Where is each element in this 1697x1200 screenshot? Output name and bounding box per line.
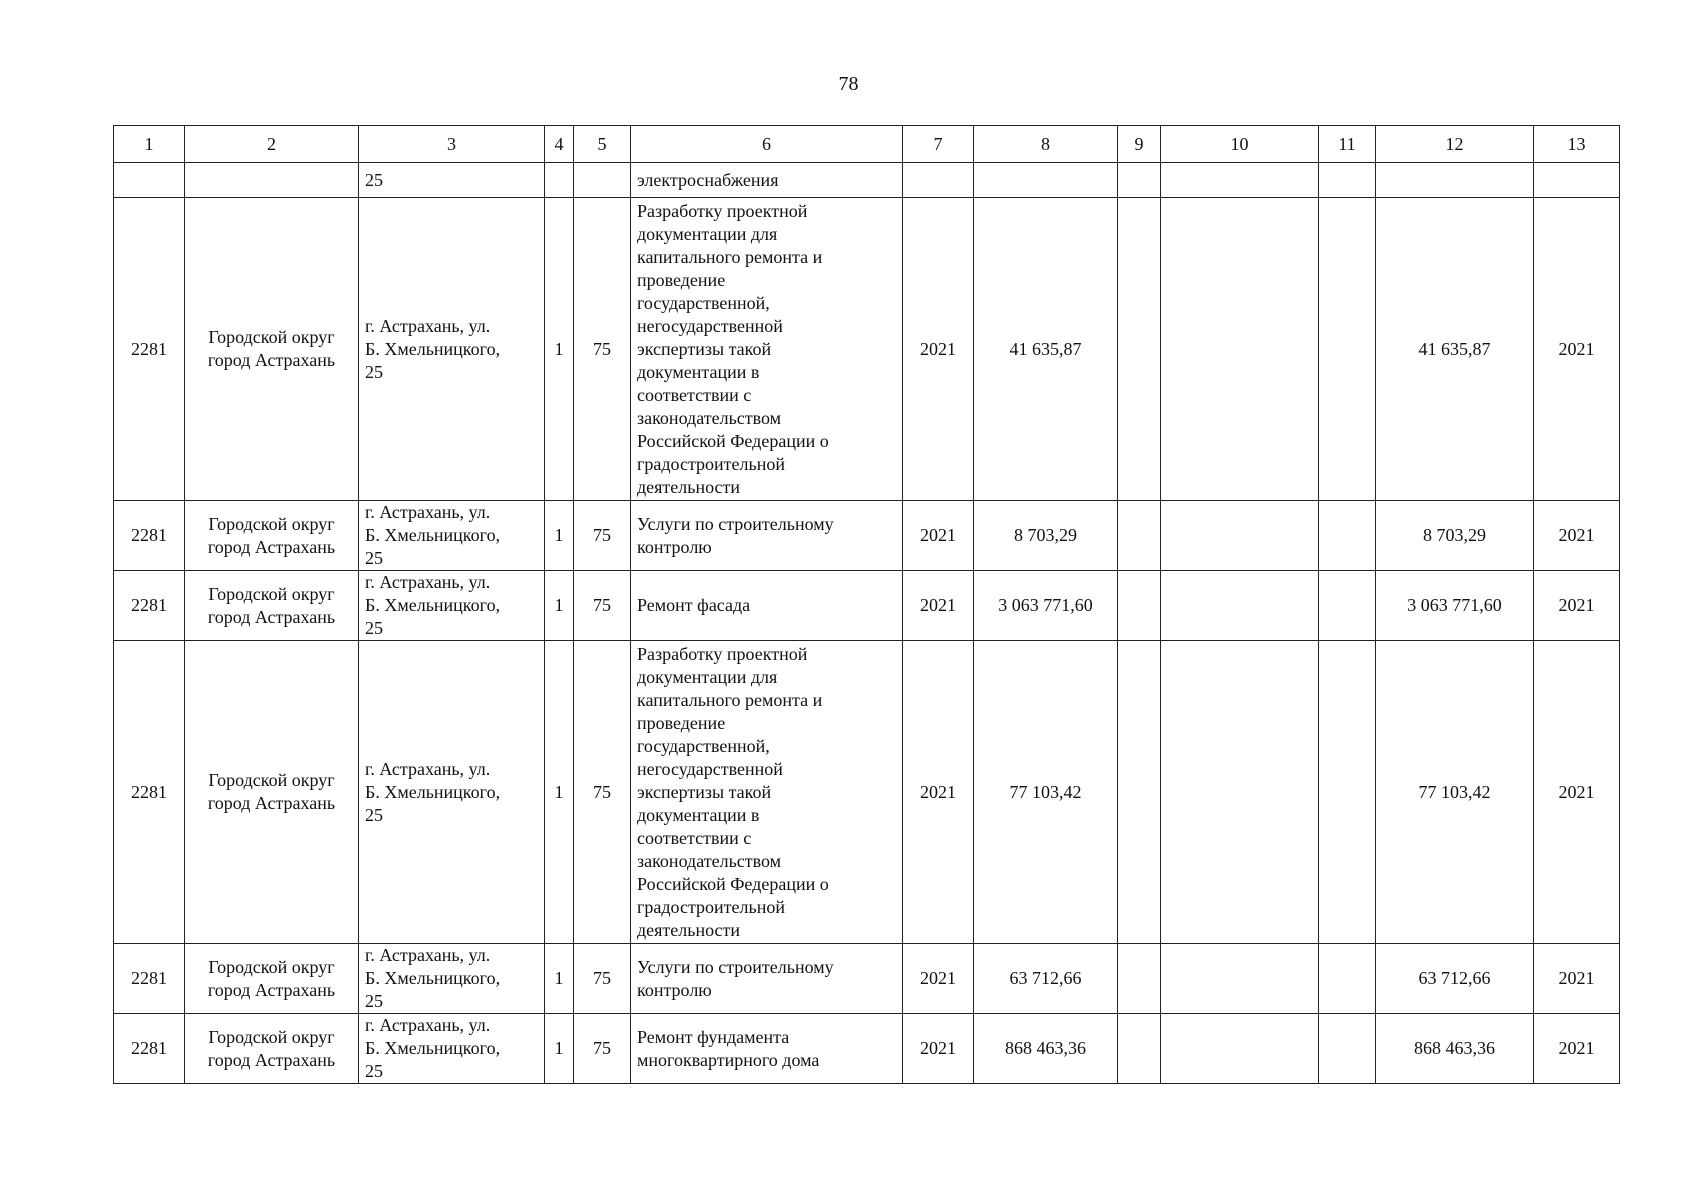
- code-cell: 2281: [114, 501, 185, 571]
- number-cell: 1: [545, 944, 574, 1014]
- data-table: [113, 125, 1620, 1084]
- amount-cell: 63 712,66: [1376, 944, 1534, 1014]
- code-cell: 2281: [114, 1014, 185, 1084]
- table-cell: [1319, 1014, 1376, 1084]
- table-cell: [545, 163, 574, 198]
- number-cell: 1: [545, 501, 574, 571]
- table-cell: [1161, 944, 1319, 1014]
- table-cell: [1319, 944, 1376, 1014]
- year-cell: 2021: [1534, 501, 1620, 571]
- table-cell: [574, 163, 631, 198]
- address-cell: г. Астрахань, ул. Б. Хмельницкого, 25: [359, 944, 545, 1014]
- column-header: 2: [185, 126, 359, 163]
- year-cell: 2021: [1534, 1014, 1620, 1084]
- municipality-cell: Городской округ город Астрахань: [185, 198, 359, 501]
- table-cell: [1319, 198, 1376, 501]
- municipality-cell: Городской округ город Астрахань: [185, 944, 359, 1014]
- amount-cell: 41 635,87: [974, 198, 1118, 501]
- table-cell: [1118, 944, 1161, 1014]
- table-cell: [1161, 571, 1319, 641]
- amount-cell: 8 703,29: [974, 501, 1118, 571]
- code-cell: 2281: [114, 641, 185, 944]
- table-cell: [1118, 198, 1161, 501]
- amount-cell: 63 712,66: [974, 944, 1118, 1014]
- year-cell: 2021: [903, 641, 974, 944]
- year-cell: 2021: [903, 571, 974, 641]
- column-header: 8: [974, 126, 1118, 163]
- table-row: [114, 1014, 1620, 1084]
- header-row: [114, 126, 1620, 163]
- column-header: 3: [359, 126, 545, 163]
- column-header: 6: [631, 126, 903, 163]
- year-cell: 2021: [1534, 198, 1620, 501]
- number-cell: 1: [545, 198, 574, 501]
- table-cell: [1118, 163, 1161, 198]
- year-cell: 2021: [903, 1014, 974, 1084]
- column-header: 7: [903, 126, 974, 163]
- amount-cell: 868 463,36: [1376, 1014, 1534, 1084]
- table-cell: [1118, 501, 1161, 571]
- table-cell: [1161, 198, 1319, 501]
- column-header: 5: [574, 126, 631, 163]
- column-header: 10: [1161, 126, 1319, 163]
- table-row: [114, 641, 1620, 944]
- column-header: 13: [1534, 126, 1620, 163]
- code-cell: 2281: [114, 944, 185, 1014]
- number-cell: 75: [574, 641, 631, 944]
- number-cell: 75: [574, 944, 631, 1014]
- code-cell: 2281: [114, 571, 185, 641]
- amount-cell: 77 103,42: [974, 641, 1118, 944]
- table-row: [114, 198, 1620, 501]
- description-cell: Разработку проектной документации для капитального ремонта и проведение государственной, негосударственной экспертизы такой документации в соответствии с законодательством Российской Федерации о градостроительной деятельности: [631, 641, 903, 944]
- description-cell: Разработку проектной документации для капитального ремонта и проведение государственной, негосударственной экспертизы такой документации в соответствии с законодательством Российской Федерации о градостроительной деятельности: [631, 198, 903, 501]
- column-header: 1: [114, 126, 185, 163]
- table-cell: [1376, 163, 1534, 198]
- table-cell: [1118, 1014, 1161, 1084]
- description-cell: Услуги по строительному контролю: [631, 501, 903, 571]
- address-cell: г. Астрахань, ул. Б. Хмельницкого, 25: [359, 501, 545, 571]
- table-cell: [1319, 163, 1376, 198]
- address-cell: г. Астрахань, ул. Б. Хмельницкого, 25: [359, 1014, 545, 1084]
- table-row: [114, 501, 1620, 571]
- table-row: [114, 944, 1620, 1014]
- number-cell: 75: [574, 501, 631, 571]
- number-cell: 1: [545, 1014, 574, 1084]
- table-row: [114, 571, 1620, 641]
- amount-cell: 868 463,36: [974, 1014, 1118, 1084]
- table-cell: [1118, 571, 1161, 641]
- address-cell: г. Астрахань, ул. Б. Хмельницкого, 25: [359, 641, 545, 944]
- municipality-cell: Городской округ город Астрахань: [185, 1014, 359, 1084]
- table-cell: [1319, 641, 1376, 944]
- number-cell: 1: [545, 571, 574, 641]
- year-cell: 2021: [903, 944, 974, 1014]
- number-cell: 1: [545, 641, 574, 944]
- description-cell: электроснабжения: [631, 163, 903, 198]
- description-cell: Услуги по строительному контролю: [631, 944, 903, 1014]
- description-cell: Ремонт фундамента многоквартирного дома: [631, 1014, 903, 1084]
- table-cell: [1161, 501, 1319, 571]
- continuation-row: [114, 163, 1620, 198]
- amount-cell: 3 063 771,60: [1376, 571, 1534, 641]
- table-cell: [903, 163, 974, 198]
- table-cell: [974, 163, 1118, 198]
- address-cell: г. Астрахань, ул. Б. Хмельницкого, 25: [359, 571, 545, 641]
- table-cell: [1161, 163, 1319, 198]
- year-cell: 2021: [903, 198, 974, 501]
- amount-cell: 3 063 771,60: [974, 571, 1118, 641]
- table-cell: [1319, 571, 1376, 641]
- municipality-cell: Городской округ город Астрахань: [185, 571, 359, 641]
- column-header: 12: [1376, 126, 1534, 163]
- column-header: 11: [1319, 126, 1376, 163]
- table-cell: [1161, 641, 1319, 944]
- year-cell: 2021: [1534, 641, 1620, 944]
- table-cell: [1118, 641, 1161, 944]
- column-header: 4: [545, 126, 574, 163]
- table-cell: [1534, 163, 1620, 198]
- table-cell: [1161, 1014, 1319, 1084]
- year-cell: 2021: [1534, 571, 1620, 641]
- page-number: 78: [838, 73, 859, 95]
- municipality-cell: Городской округ город Астрахань: [185, 501, 359, 571]
- amount-cell: 77 103,42: [1376, 641, 1534, 944]
- year-cell: 2021: [903, 501, 974, 571]
- year-cell: 2021: [1534, 944, 1620, 1014]
- address-cell: г. Астрахань, ул. Б. Хмельницкого, 25: [359, 198, 545, 501]
- number-cell: 75: [574, 198, 631, 501]
- address-cell: 25: [359, 163, 545, 198]
- municipality-cell: Городской округ город Астрахань: [185, 641, 359, 944]
- amount-cell: 41 635,87: [1376, 198, 1534, 501]
- table-cell: [114, 163, 185, 198]
- table-cell: [1319, 501, 1376, 571]
- number-cell: 75: [574, 1014, 631, 1084]
- description-cell: Ремонт фасада: [631, 571, 903, 641]
- number-cell: 75: [574, 571, 631, 641]
- code-cell: 2281: [114, 198, 185, 501]
- table-cell: [185, 163, 359, 198]
- column-header: 9: [1118, 126, 1161, 163]
- amount-cell: 8 703,29: [1376, 501, 1534, 571]
